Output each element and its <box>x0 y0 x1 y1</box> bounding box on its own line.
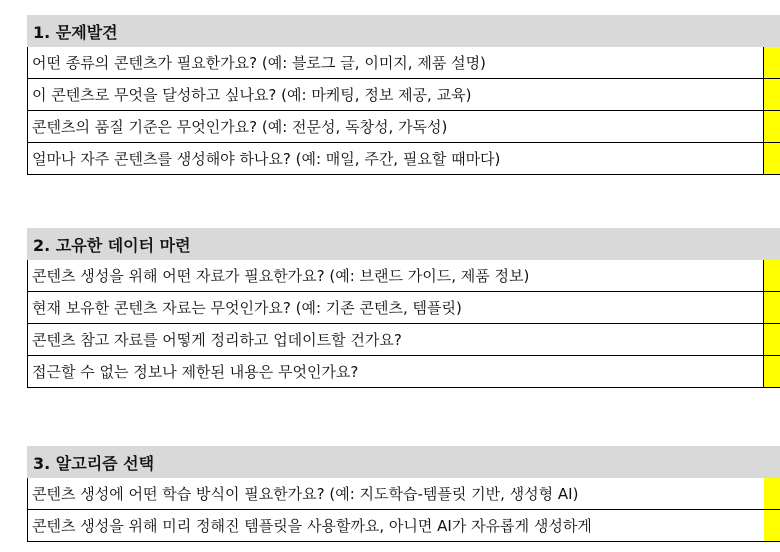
answer-cell[interactable] <box>764 111 780 142</box>
answer-cell[interactable] <box>764 292 780 323</box>
question-text: 접근할 수 없는 정보나 제한된 내용은 무엇인가요? <box>28 356 764 387</box>
question-row <box>27 260 780 292</box>
question-row <box>27 47 780 79</box>
question-text <box>28 478 780 509</box>
question-row <box>27 143 780 175</box>
answer-cell[interactable] <box>764 324 780 355</box>
question-text: 현재 보유한 콘텐츠 자료는 무엇인가요? (예: 기존 콘텐츠, 템플릿) <box>28 292 764 323</box>
question-label: 콘텐츠 생성에 어떤 학습 방식이 필요한가요? (예: 지도학습-템플릿 기반, 생성형 AI) <box>32 485 579 503</box>
question-row <box>27 292 780 324</box>
question-row <box>27 478 780 510</box>
question-text: 이 콘텐츠로 무엇을 달성하고 싶나요? (예: 마케팅, 정보 제공, 교육) <box>28 79 764 110</box>
question-label: 콘텐츠 생성을 위해 미리 정해진 템플릿을 사용할까요, 아니면 AI가 자유롭게 생성하게 <box>32 517 592 535</box>
answer-cell[interactable] <box>764 260 780 291</box>
answer-cell[interactable] <box>764 143 780 174</box>
question-text: 얼마나 자주 콘텐츠를 생성해야 하나요? (예: 매일, 주간, 필요할 때마다) <box>28 143 764 174</box>
answer-cell[interactable] <box>764 510 780 541</box>
question-row <box>27 510 780 542</box>
question-row <box>27 79 780 111</box>
section-title: 3. 알고리즘 선택 <box>27 446 780 478</box>
answer-cell[interactable] <box>764 478 780 509</box>
answer-cell[interactable] <box>764 79 780 110</box>
answer-cell[interactable] <box>764 47 780 78</box>
question-row <box>27 111 780 143</box>
section-algorithm-selection <box>27 446 780 542</box>
section-title: 1. 문제발견 <box>27 15 780 47</box>
question-text: 콘텐츠 생성을 위해 어떤 자료가 필요한가요? (예: 브랜드 가이드, 제품 정보) <box>28 260 764 291</box>
section-problem-discovery <box>27 15 780 175</box>
question-row <box>27 356 780 388</box>
section-title: 2. 고유한 데이터 마련 <box>27 228 780 260</box>
answer-cell[interactable] <box>764 356 780 387</box>
question-text: 어떤 종류의 콘텐츠가 필요한가요? (예: 블로그 글, 이미지, 제품 설명) <box>28 47 764 78</box>
question-text: 콘텐츠의 품질 기준은 무엇인가요? (예: 전문성, 독창성, 가독성) <box>28 111 764 142</box>
question-text: 콘텐츠 참고 자료를 어떻게 정리하고 업데이트할 건가요? <box>28 324 764 355</box>
section-unique-data <box>27 228 780 388</box>
question-text <box>28 510 780 541</box>
question-row <box>27 324 780 356</box>
